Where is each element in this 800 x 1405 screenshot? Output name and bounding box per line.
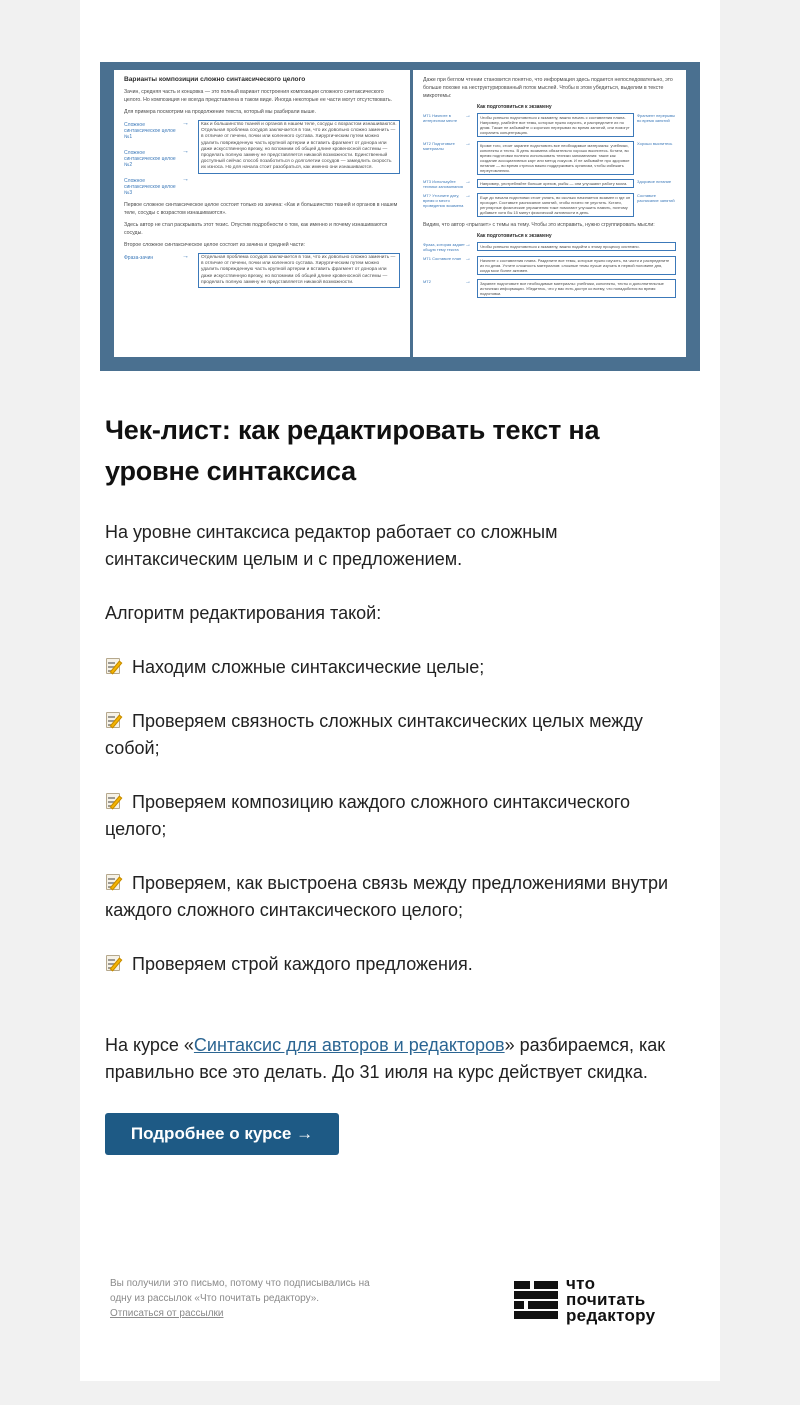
footer-note: [110, 1276, 390, 1321]
hero-right-row: МТ? Уточните дату, время и место проведения экзамена → Еще до начала подготовки стоит узнать, во сколько начинается экзамен и где он проходит. Составьте расписание занятий, чтобы ничего не упустить. Кстати, регулярные физические упражнения тоже помогают улучшить память, поэтому добавьте хотя бы 15 минут физической активности в день. Составьте расписание занятий: [422, 193, 675, 215]
article-body: [105, 519, 695, 1005]
hero-label-2: Сложное синтаксическое целое №2: [124, 150, 176, 168]
hero-label-1: Сложное синтаксическое целое №1: [124, 122, 176, 140]
hero-right-intro: Даже при беглом чтении становится понятно, что информация здесь подается непоследовательно, это больше похоже на неструктурированный поток мыслей. Чтобы в этом убедиться, выделим в тексте микротемы:: [422, 77, 673, 99]
hero-right-row-2: МТ1 Составьте план → Начните с составления плана. Разделите все темы, которые нужно изучить, на части и распределите их по дням. Учтите сложность материалов: сложные темы лучше изучать в первой половине дня, когда мозг более активен.: [423, 256, 676, 275]
promo-paragraph: На курсе «Синтаксис для авторов и редакторов» разбираемся, как правильно все это делать. До 31 июля на курс действует скидка.: [105, 1035, 666, 1082]
hero-right-mid: Видим, что автор «прыгает» с темы на тему. Чтобы это исправить, нужно сгруппировать мысли:: [422, 222, 655, 228]
brand-logo[interactable]: [514, 1274, 694, 1331]
course-details-button[interactable]: Подробнее о курсе →: [105, 1113, 339, 1155]
hero-left-box: Как и большинство тканей и органов в нашем теле, сосуды с возрастом изнашиваются. Отдельная проблема сосудов заключается в том, что их довольно сложно заменить — в отличие от печени, почки или коленного сустава. Хирургическим путем можно удалить поврежденную часть крупной артерии и вставить фрагмент от донора или даже искусственную врезку, но вспомним об общей длине кровеносной системы — проделать полную замену не представляется никакой возможности. Единственный доступный сейчас способ позаботиться о долголетии сосудов — замедлить скорость их износа. Но для начала стоит разобраться, как именно они изнашиваются.: [198, 120, 400, 174]
checklist-item: [105, 789, 695, 843]
hero-left-example: Для примера посмотрим на продолжение текста, который мы разбирали выше.: [124, 109, 316, 115]
course-link[interactable]: Синтаксис для авторов и редакторов: [193, 1035, 505, 1055]
article-title: Чек-лист: как редактировать текст на уровне синтаксиса: [105, 415, 600, 486]
hero-right-row-2: МТ2 → Заранее подготовьте все необходимые материалы: учебники, конспекты, тесты и дополнительные источники информации. Убедитесь, что у вас есть доступ ко всему, что понадобится во время подготовки.: [423, 279, 676, 298]
hero-illustration: [100, 62, 700, 371]
footer-text: Вы получили это письмо, потому что подписывались на одну из рассылок «Что почитать редактору».: [110, 1278, 370, 1304]
email-card: [80, 0, 720, 1381]
hero-right-row: МТ3 Используйте техники запоминания → Например, употребляйте больше орехов, рыбы — они улучшают работу мозга. Здоровое питание: [422, 179, 672, 189]
hero-left-para-3: Здесь автор не стал раскрывать этот тезис. Опустив подробности о том, как именно и почему изнашиваются сосуды.: [124, 222, 388, 236]
hero-right-row: МТ1 Начните в интересном месте → Чтобы успешно подготовиться к экзамену, важно начать с составления плана. Например, разбейте все темы, которые нужно изучить, и распределите их по дням. Также не забывайте о коротких перерывах во время занятий, они помогут сохранить концентрацию. Фрагмент перерывы во время занятий: [422, 113, 676, 135]
arrow-icon: →: [182, 253, 189, 260]
unsubscribe-link[interactable]: Отписаться от рассылки: [110, 1308, 224, 1319]
hero-left-para-2: Первое сложное синтаксическое целое состоит только из зачина: «Как и большинство тканей и органов в нашем теле, сосуды с возрастом изнашиваются».: [124, 202, 398, 216]
logo-icon: [514, 1279, 560, 1323]
checklist-item-text: Проверяем строй каждого предложения.: [132, 954, 473, 974]
hero-left-diagram: [124, 120, 400, 196]
hero-left-title: Варианты композиции сложно синтаксического целого: [124, 76, 306, 83]
checklist-item-text: Проверяем, как выстроена связь между предложениями внутри каждого сложного синтаксического целого;: [105, 873, 669, 920]
hero-right-subtitle-1: Как подготовиться к экзамену: [476, 104, 552, 110]
hero-left-page: [114, 70, 410, 357]
hero-right-row-2: Фраза, которая задает общую тему текста → Чтобы успешно подготовиться к экзамену, важно подойти к этому процессу системно.: [423, 242, 676, 252]
arrow-icon: →: [464, 179, 471, 185]
hero-right-row: МТ2 Подготовьте материалы → Кроме того, стоит заранее подготовить все необходимые материалы: учебники, конспекты и тесты. В день экзамена обязательно хорошо выспитесь. Кстати, во время подготовки полезно использовать техники запоминания: такие как создание ассоциативных карт или метод локусов. И не забывайте про здоровое питание — во время стресса важно поддерживать организм, чтобы избежать переутомления. Хорошо выспитесь: [422, 141, 673, 173]
arrow-icon: →: [464, 141, 471, 147]
arrow-icon: →: [464, 193, 471, 199]
checklist-item: [105, 708, 695, 762]
arrow-icon: →: [464, 279, 471, 285]
memo-icon: [105, 657, 125, 675]
checklist-item-text: Находим сложные синтаксические целые;: [132, 657, 485, 677]
memo-icon: [105, 873, 125, 891]
arrow-icon: →: [464, 242, 471, 248]
hero-label-4: Фраза-зачин: [124, 255, 154, 261]
logo-wordmark: что почитать редактору: [566, 1274, 656, 1325]
checklist-item-text: Проверяем связность сложных синтаксических целых между собой;: [105, 711, 643, 758]
arrow-icon: →: [464, 113, 471, 119]
checklist-item: [105, 654, 695, 681]
hero-right-page: [413, 70, 686, 357]
checklist-item: [105, 951, 695, 978]
hero-label-3: Сложное синтаксическое целое №3: [124, 178, 176, 196]
intro-paragraph: На уровне синтаксиса редактор работает со сложным синтаксическим целым и с предложением.: [105, 522, 558, 569]
arrow-icon: →: [464, 256, 471, 262]
hero-right-subtitle-2: Как подготовиться к экзамену: [476, 233, 552, 239]
checklist-item: [105, 870, 695, 924]
memo-icon: [105, 954, 125, 972]
hero-left-box-2: Отдельная проблема сосудов заключается в том, что их довольно сложно заменить — в отличие от печени, почки или коленного сустава. Хирургическим путем можно удалить поврежденную часть крупной артерии и вставить фрагмент от донора или даже искусственную врезку, но вспомним об общей длине кровеносной системы — проделать полную замену не представляется никакой возможности.: [198, 253, 400, 288]
memo-icon: [105, 711, 125, 729]
hero-left-diagram-2: [124, 253, 400, 288]
memo-icon: [105, 792, 125, 810]
algorithm-label: Алгоритм редактирования такой:: [105, 603, 382, 623]
hero-left-para-4: Второе сложное синтаксическое целое состоит из зачина и средней части:: [124, 242, 305, 248]
checklist-item-text: Проверяем композицию каждого сложного синтаксического целого;: [105, 792, 631, 839]
hero-left-intro: Зачин, средняя часть и концовка — это полный вариант построения композиции сложного синтаксического целого. Но композиция не всегда представлена в таком виде. Иногда некоторые ее части могут отсутствовать.: [124, 89, 392, 103]
arrow-icon: → → →: [182, 120, 189, 183]
